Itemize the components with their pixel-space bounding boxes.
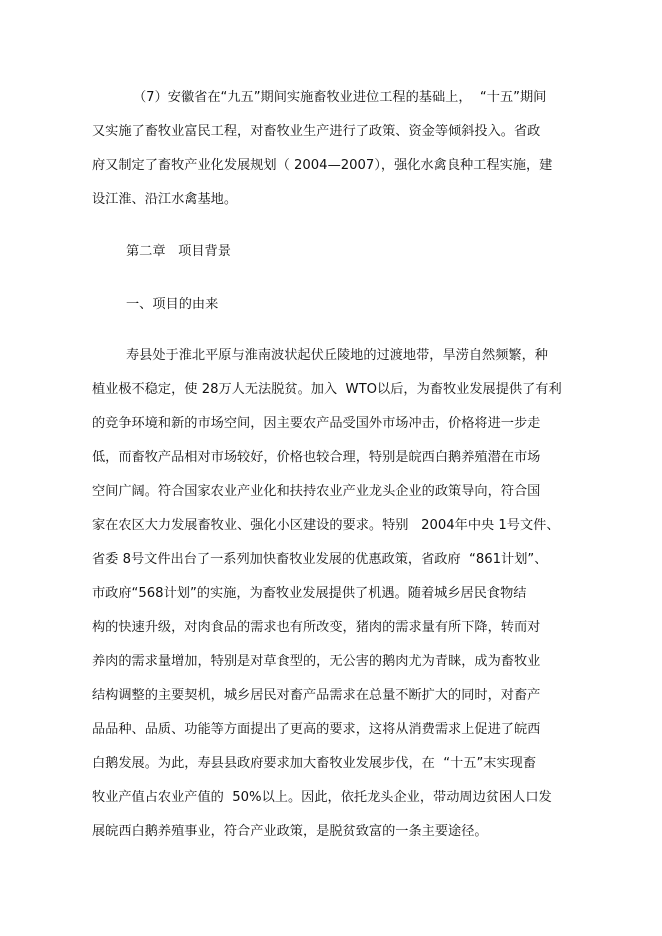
origin-paragraph-line-10: 养肉的需求量增加，特别是对草食型的，无公害的鹅肉尤为青睐，成为畜牧业 bbox=[92, 654, 541, 669]
origin-paragraph-line-4: 低，而畜牧产品相对市场较好，价格也较合理，特别是皖西白鹅养殖潜在市场 bbox=[92, 450, 541, 465]
origin-paragraph-line-5: 空间广阔。符合国家农业产业化和扶持农业产业龙头企业的政策导向，符合国 bbox=[92, 484, 541, 499]
origin-paragraph-line-3: 的竞争环境和新的市场空间，因主要农产品受国外市场冲击，价格将进一步走 bbox=[92, 416, 541, 431]
origin-paragraph-line-8: 市政府“568计划”的实施，为畜牧业发展提供了机遇。随着城乡居民食物结 bbox=[92, 586, 527, 601]
paragraph-7-line-2: 又实施了畜牧业富民工程，对畜牧业生产进行了政策、资金等倾斜投入。省政 bbox=[92, 124, 541, 139]
chapter-heading: 第二章 项目背景 bbox=[126, 244, 231, 259]
paragraph-7-line-3: 府又制定了畜牧产业化发展规划（ 2004—2007），强化水禽良种工程实施，建 bbox=[92, 158, 553, 173]
section-heading: 一、项目的由来 bbox=[126, 297, 219, 312]
origin-paragraph-line-12: 品品种、品质、功能等方面提出了更高的要求，这将从消费需求上促进了皖西 bbox=[92, 722, 541, 737]
origin-paragraph-line-7: 省委 8号文件出台了一系列加快畜牧业发展的优惠政策，省政府 “861计划”、 bbox=[92, 552, 548, 567]
origin-paragraph-line-14: 牧业产值占农业产值的 50%以上。因此，依托龙头企业，带动周边贫困人口发 bbox=[92, 790, 552, 805]
origin-paragraph-line-9: 构的快速升级，对肉食品的需求也有所改变，猪肉的需求量有所下降，转而对 bbox=[92, 620, 541, 635]
origin-paragraph-line-2: 植业极不稳定，使 28万人无法脱贫。加入 WTO以后，为畜牧业发展提供了有利 bbox=[92, 382, 562, 397]
origin-paragraph-line-11: 结构调整的主要契机，城乡居民对畜产品需求在总量不断扩大的同时，对畜产 bbox=[92, 688, 541, 703]
paragraph-7-line-4: 设江淮、沿江水禽基地。 bbox=[92, 192, 238, 207]
origin-paragraph-line-1: 寿县处于淮北平原与淮南波状起伏丘陵地的过渡地带，旱涝自然频繁，种 bbox=[126, 348, 548, 363]
paragraph-7-line-1: （7）安徽省在“九五”期间实施畜牧业进位工程的基础上， “十五”期间 bbox=[133, 90, 547, 105]
origin-paragraph-line-6: 家在农区大力发展畜牧业、强化小区建设的要求。特别 2004年中央 1号文件、 bbox=[92, 518, 560, 533]
origin-paragraph-line-15: 展皖西白鹅养殖事业，符合产业政策，是脱贫致富的一条主要途径。 bbox=[92, 824, 488, 839]
origin-paragraph-line-13: 白鹅发展。为此，寿县县政府要求加大畜牧业发展步伐，在 “十五”末实现畜 bbox=[92, 756, 537, 771]
